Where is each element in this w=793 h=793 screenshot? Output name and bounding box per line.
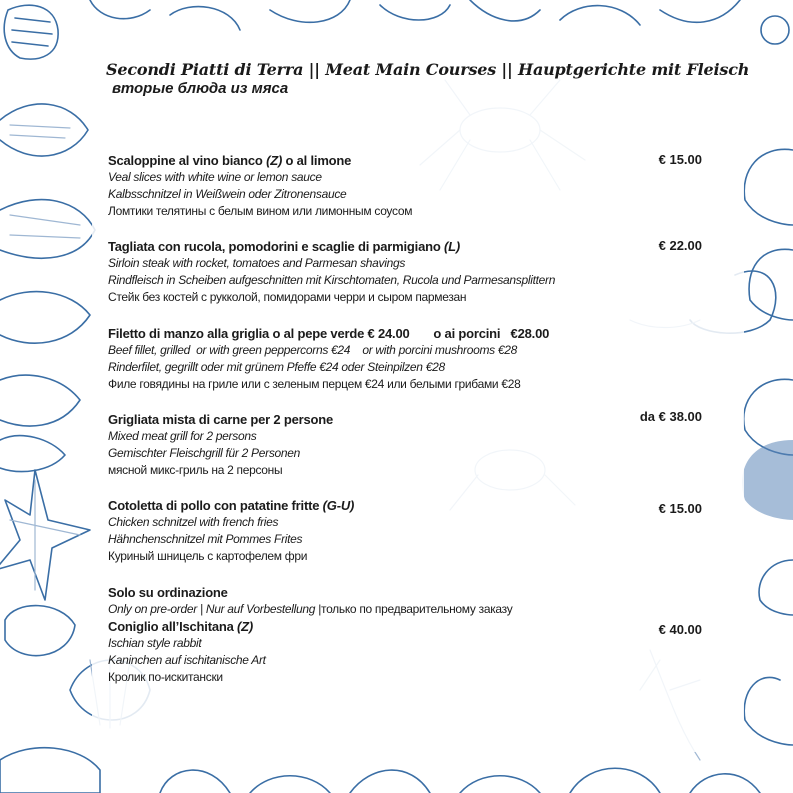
dish-english: Sirloin steak with rocket, tomatoes and Parmesan shavings [108, 256, 406, 270]
bottom-sketches [160, 768, 760, 793]
dish-russian: Ломтики телятины с белым вином или лимонным соусом [108, 204, 413, 218]
dish-price: € 15.00 [658, 501, 702, 516]
dish-english: Beef fillet, grilled or with green peppercorns €24 or with porcini mushrooms €28 [108, 343, 518, 357]
dish-german: Hähnchenschnitzel mit Pommes Frites [108, 532, 303, 546]
dish-english: Ischian style rabbit [108, 636, 202, 650]
fish-illustration [0, 104, 95, 258]
dish-name: Cotoletta di pollo con patatine fritte (G-U) [108, 498, 355, 513]
dish-german: Gemischter Fleischgrill für 2 Personen [108, 446, 301, 460]
dish-german: Kalbsschnitzel in Weißwein oder Zitronensauce [108, 187, 347, 201]
allergen-code: (Z) [266, 153, 283, 168]
dish-name: Tagliata con rucola, pomodorini e scaglie di parmigiano (L) [108, 239, 461, 254]
dish-english: Mixed meat grill for 2 persons [108, 429, 257, 443]
dish-russian: Филе говядины на гриле или с зеленым перцем €24 или белыми грибами €28 [108, 377, 521, 391]
special-note: Only on pre-order | Nur auf Vorbestellung |только по предварительному заказу [108, 602, 513, 616]
allergen-code: (G-U) [322, 498, 355, 513]
dish-russian: Кролик по-искитански [108, 670, 223, 684]
dish-filetto [108, 325, 728, 393]
dish-german: Kaninchen auf ischitanische Art [108, 653, 266, 667]
dish-name: Scaloppine al vino bianco (Z) o al limone [108, 153, 352, 168]
special-heading: Solo su ordinazione [108, 585, 228, 600]
shell-illustration [4, 5, 58, 59]
dish-russian: мясной микс-гриль на 2 персоны [108, 463, 283, 477]
dish-english: Chicken schnitzel with french fries [108, 515, 279, 529]
dish-price: € 15.00 [658, 152, 702, 167]
dish-name: Coniglio all’Ischitana (Z) [108, 619, 254, 634]
dish-english: Veal slices with white wine or lemon sauce [108, 170, 322, 184]
dish-german: Rinderfilet, gegrillt oder mit grünem Pfeffe €24 oder Steinpilzen €28 [108, 360, 445, 374]
dish-price: da € 38.00 [639, 409, 702, 424]
section-subtitle-russian: вторые блюда из мяса [112, 80, 289, 97]
dish-russian: Стейк без костей с рукколой, помидорами черри и сыром пармезан [108, 290, 467, 304]
allergen-code: (Z) [237, 619, 254, 634]
dish-price: € 40.00 [658, 622, 702, 637]
menu-header [106, 60, 750, 97]
dish-price: € 22.00 [658, 238, 702, 253]
fish-illustration-left-2 [0, 292, 90, 472]
allergen-code: (L) [444, 239, 461, 254]
top-sketches [90, 0, 789, 44]
dish-name: Filetto di manzo alla griglia o al pepe verde € 24.00 o ai porcini €28.00 [108, 326, 550, 341]
section-title: Secondi Piatti di Terra || Meat Main Courses || Hauptgerichte mit Fleisch [106, 60, 750, 79]
dish-russian: Куриный шницель с картофелем фри [108, 549, 308, 563]
dish-german: Rindfleisch in Scheiben aufgeschnitten mit Kirschtomaten, Rucola und Parmesansplittern [108, 273, 556, 287]
dish-name: Grigliata mista di carne per 2 persone [108, 412, 334, 427]
starfish-illustration [0, 470, 90, 600]
